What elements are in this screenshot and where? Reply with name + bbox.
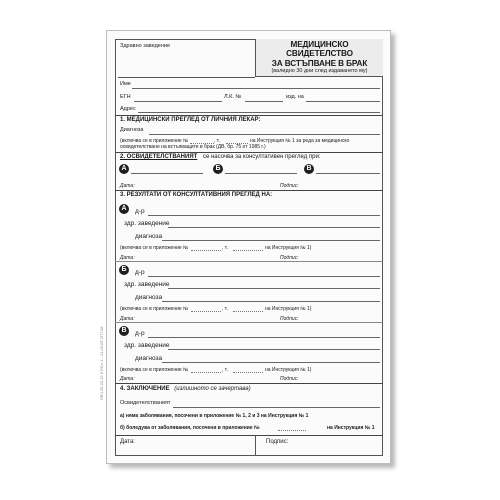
result-date-label: Дата: bbox=[120, 316, 135, 322]
document-title-line1: МЕДИЦИНСКО СВИДЕТЕЛСТВО bbox=[286, 39, 353, 59]
note-dots bbox=[233, 250, 263, 251]
result-signature-label: Подпис: bbox=[280, 316, 299, 322]
id-card-line bbox=[245, 101, 283, 102]
referral-line-v bbox=[316, 173, 380, 174]
address-line bbox=[138, 112, 380, 113]
note-dots bbox=[191, 372, 221, 373]
section1-note-line2: освидетелстване на встъпващите в брак (ДВ, бр. 75 от 1985 г.) bbox=[120, 144, 266, 150]
result-date-label: Дата: bbox=[120, 255, 135, 261]
final-date-label: Дата: bbox=[120, 439, 135, 445]
section2-heading-rest: се насочва за консултативен преглед при: bbox=[202, 154, 321, 160]
diagnosis-line bbox=[162, 362, 380, 363]
result-badge-v: В bbox=[119, 326, 129, 336]
section1-diagnosis-line bbox=[149, 134, 380, 135]
section-divider bbox=[115, 435, 383, 436]
section1-note-start: (включва се в приложение № bbox=[120, 138, 189, 144]
doctor-label: д-р bbox=[135, 269, 145, 276]
note-dots bbox=[233, 372, 263, 373]
result-note-mid: , т. bbox=[222, 306, 228, 312]
result-date-label: Дата: bbox=[120, 376, 135, 382]
doctor-line bbox=[148, 337, 380, 338]
name-label: Име bbox=[120, 81, 131, 87]
block-divider bbox=[115, 322, 383, 323]
section4-heading-note: (излишното се зачертава) bbox=[174, 386, 251, 392]
subject-label: Освидетелстваният bbox=[120, 400, 171, 406]
side-print-code: ЛЕЧ.05.20.12 б.Р.Бл.1 - 21.03.ВТ.2ГП.08 bbox=[99, 326, 104, 400]
section1-heading: 1. МЕДИЦИНСКИ ПРЕГЛЕД ОТ ЛИЧНИЯ ЛЕКАР: bbox=[120, 117, 261, 123]
facility-label-v: здр. заведение bbox=[124, 342, 170, 349]
section-divider bbox=[115, 190, 383, 191]
result-note-end: на Инструкция № 1) bbox=[265, 245, 312, 251]
diagnosis-label-b: диагноза bbox=[135, 294, 163, 301]
title-box bbox=[255, 39, 383, 77]
address-label: Адрес bbox=[120, 106, 136, 112]
section1-note-end: на Инструкция № 1 за реда за медицинско bbox=[250, 138, 350, 144]
document-validity-note: (валидно 30 дни след издаването му) bbox=[271, 68, 368, 75]
conclusion-option-b-end: на Инструкция № 1 bbox=[327, 425, 375, 431]
referral-line-a bbox=[131, 173, 203, 174]
facility-line bbox=[168, 288, 380, 289]
conclusion-option-a: а) няма заболявания, посочени в приложение № 1, 2 и 3 на Инструкция № 1 bbox=[120, 413, 309, 419]
footer-divider bbox=[255, 435, 256, 456]
result-badge-a: A bbox=[119, 204, 129, 214]
badge-v: В bbox=[304, 164, 314, 174]
result-signature-label: Подпис: bbox=[280, 255, 299, 261]
badge-a: A bbox=[119, 164, 129, 174]
subject-line bbox=[173, 407, 380, 408]
issued-label: изд. на bbox=[286, 94, 304, 100]
section3-heading: 3. РЕЗУЛТАТИ ОТ КОНСУЛТАТИВНИЯ ПРЕГЛЕД НА: bbox=[120, 192, 273, 198]
section-divider bbox=[115, 383, 383, 384]
doctor-label: д-р bbox=[135, 330, 145, 337]
result-badge-b: Б bbox=[119, 265, 129, 275]
badge-b: Б bbox=[213, 164, 223, 174]
section-divider bbox=[115, 152, 383, 153]
result-note-end: на Инструкция № 1) bbox=[265, 306, 312, 312]
note-dots bbox=[191, 311, 221, 312]
option-b-dots bbox=[278, 430, 306, 431]
section2-heading bbox=[120, 154, 321, 161]
facility-line bbox=[168, 227, 380, 228]
doctor-label: д-р bbox=[135, 208, 145, 215]
final-signature-label: Подпис: bbox=[266, 439, 289, 445]
doctor-line bbox=[148, 215, 380, 216]
section2-heading-bold: 2. ОСВИДЕТЕЛСТВАНИЯТ bbox=[120, 154, 198, 160]
result-note-end: на Инструкция № 1) bbox=[265, 367, 312, 373]
doctor-line bbox=[148, 276, 380, 277]
referral-line-b bbox=[225, 173, 297, 174]
result-note-start: (включва се в приложение № bbox=[120, 367, 189, 373]
facility-line bbox=[168, 349, 380, 350]
diagnosis-line bbox=[162, 240, 380, 241]
result-note-start: (включва се в приложение № bbox=[120, 306, 189, 312]
block-divider bbox=[115, 261, 383, 262]
section-divider bbox=[115, 115, 383, 116]
diagnosis-label-v: диагноза bbox=[135, 355, 163, 362]
section4-heading-bold: 4. ЗАКЛЮЧЕНИЕ bbox=[120, 386, 170, 392]
note-dots bbox=[233, 311, 263, 312]
diagnosis-line bbox=[162, 301, 380, 302]
section4-heading bbox=[120, 386, 251, 393]
diagnosis-label-a: диагноза bbox=[135, 233, 163, 240]
issued-line bbox=[306, 101, 380, 102]
header-divider bbox=[118, 77, 255, 78]
result-note-mid: , т. bbox=[222, 367, 228, 373]
name-line bbox=[132, 88, 380, 89]
section2-date-label: Дата: bbox=[120, 183, 135, 189]
result-note-start: (включва се в приложение № bbox=[120, 245, 189, 251]
section1-diagnosis-label: Диагноза bbox=[120, 127, 144, 133]
conclusion-option-b: б) боледува от заболявания, посочени в приложение № bbox=[120, 425, 260, 431]
egn-line bbox=[134, 101, 222, 102]
section1-note-mid: , т. bbox=[214, 138, 220, 144]
facility-label-a: здр. заведение bbox=[124, 220, 170, 227]
note-dots bbox=[191, 250, 221, 251]
facility-label: Здравно заведение bbox=[120, 43, 171, 49]
facility-label-b: здр. заведение bbox=[124, 281, 170, 288]
id-card-label: Л.К. № bbox=[224, 94, 242, 100]
result-signature-label: Подпис: bbox=[280, 376, 299, 382]
section2-signature-label: Подпис: bbox=[280, 183, 299, 189]
document-title-line2: ЗА ВСТЪПВАНЕ В БРАК bbox=[271, 58, 368, 68]
egn-label: ЕГН bbox=[120, 94, 131, 100]
result-note-mid: , т. bbox=[222, 245, 228, 251]
